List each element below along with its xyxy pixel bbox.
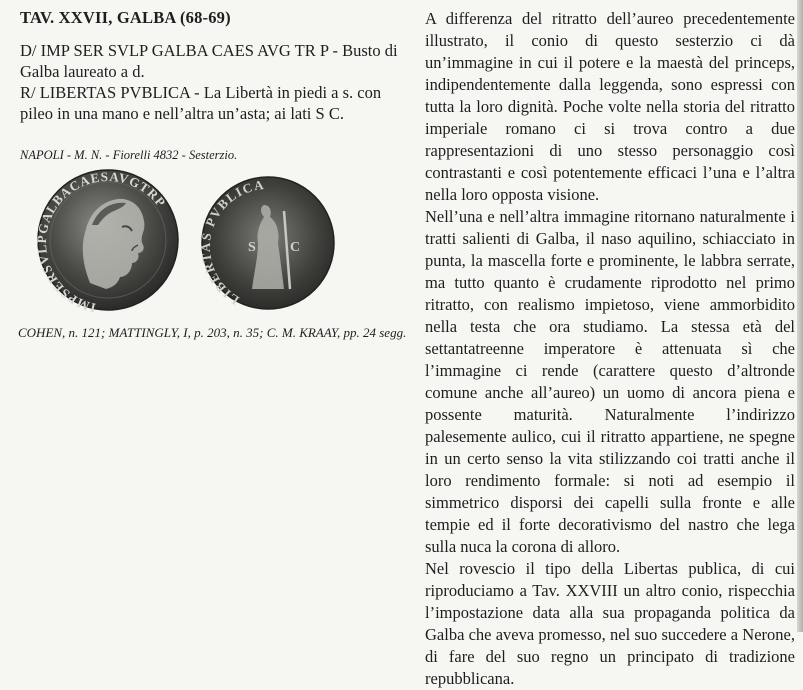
reverse-inscription: LIBERTAS PVBLICA <box>198 176 266 308</box>
plate-title: TAV. XXVII, GALBA (68-69) <box>20 8 231 27</box>
bibliographic-references: COHEN, n. 121; MATTINGLY, I, p. 203, n. 35; C. M. KRAAY, pp. 24 segg. <box>18 325 407 340</box>
provenance-line: NAPOLI - M. N. - Fiorelli 4832 - Sesterzio. <box>20 148 238 162</box>
commentary-paragraph-1: A differenza del ritratto dell’aureo precedentemente illustrato, il conio di questo sesterzio ci dà un’immagine in cui il potere e la maestà del princeps, indipendentemente dalla leggenda, sono espressi con tutta la loro dignità. Poche volte nella storia del ritratto imperiale romano ci si trova contro a due rappresentazioni di uno stesso personaggio così contrastanti e così potentemente efficaci l’una e l’altra nella loro opposta visione. <box>425 9 795 204</box>
commentary-paragraph-2: Nell’una e nell’altra immagine ritornano naturalmente i tratti salienti di Galba, il naso aquilino, schiacciato in punta, la mascella forte e prominente, le labbra serrate, ma tutto quanto è crudamente riprodotto nel primo ritratto, con realismo impietoso, viene ammorbidito nella testa che ora studiamo. La stessa età del settantatreenne imperatore è attenuata sì che l’immagine ci rende (carattere questo d’altronde comune anche all’aureo) un uomo di ancora piena e possente maturità. Naturalmente l’indirizzo palesemente aulico, cui il ritratto appartiene, ne spegne in un certo senso la vita stilizzando coi tratti anche il loro rendimento formale: si noti ad esempio il simmetrico disporsi dei capelli sulla fronte e alle tempie ed il forte decorativismo del nastro che lega sulla nuca la corona di alloro. <box>425 207 795 556</box>
commentary-column <box>425 8 795 690</box>
reverse-letter-s: S <box>248 240 256 255</box>
left-column <box>0 0 415 632</box>
coin-images <box>28 165 368 315</box>
obverse-description: D/ IMP SER SVLP GALBA CAES AVG TR P - Busto di Galba laureato a d. <box>20 41 398 81</box>
reverse-letter-c: C <box>290 240 301 255</box>
obverse-coin <box>34 169 178 315</box>
coin-legend <box>20 40 410 124</box>
obverse-inscription: IMPSERSVLPGALBACAESAVGTRP <box>33 168 170 315</box>
commentary-paragraph-3: Nel rovescio il tipo della Libertas publica, di cui riproduciamo a Tav. XXVIII un altro conio, rispecchia l’impostazione data alla sua propaganda politica da Galba che aveva promesso, nel suo succedere a Nerone, di fare del suo regno un principato di tradizione repubblicana. <box>425 559 795 688</box>
reverse-description: R/ LIBERTAS PVBLICA - La Libertà in piedi a s. con pileo in una mano e nell’altra un’asta; ai lati S C. <box>20 83 382 123</box>
page-edge-shadow <box>797 0 803 632</box>
reverse-coin <box>198 177 334 309</box>
